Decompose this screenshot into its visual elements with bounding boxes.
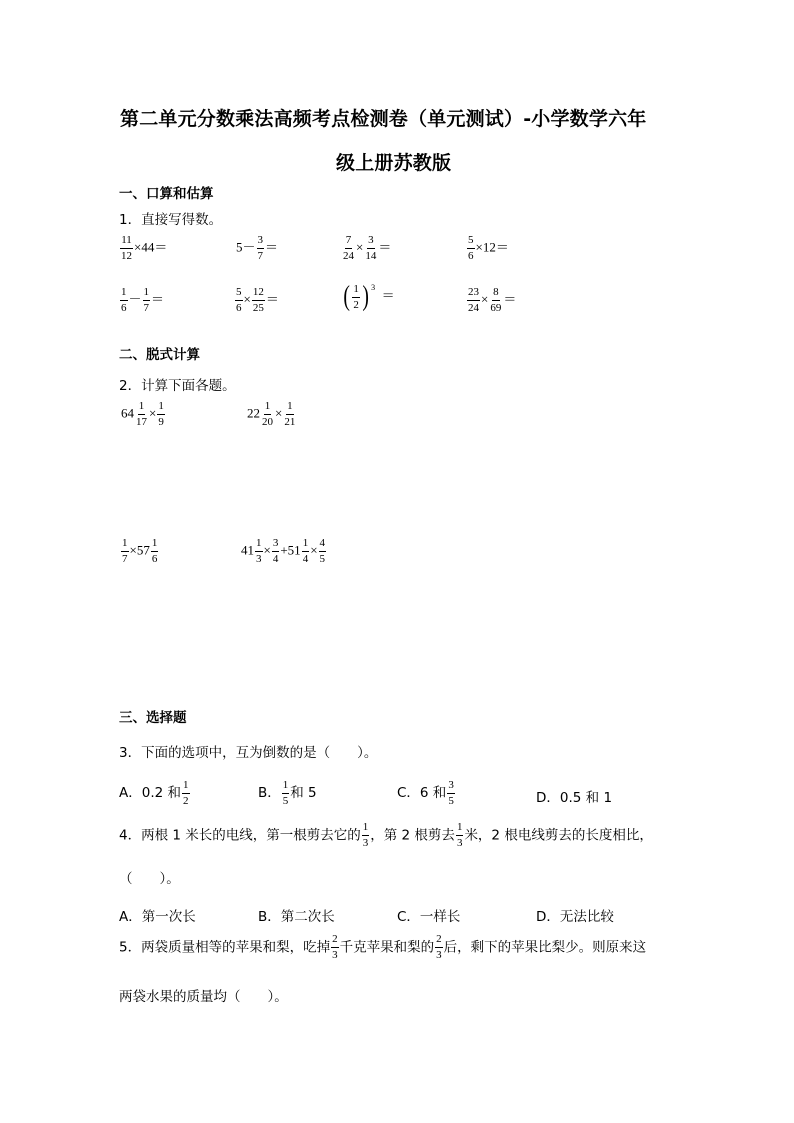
fraction: $\frac{5}{6}$ [468, 234, 474, 262]
q1-item-r1c4: $\frac{5}{6}$ ×12＝ [468, 234, 509, 262]
fraction: $\frac{3}{4}$ [272, 537, 279, 565]
q2-expression-4: 41 $\frac{1}{3}$ × $\frac{3}{4}$ +51 $\frac{1}{4}$ × $\frac{4}{5}$ [241, 537, 326, 565]
q1-item-r1c3: $\frac{7}{24}$ × $\frac{3}{14}$ ＝ [343, 234, 392, 262]
fraction: $\frac{5}{6}$ [236, 286, 242, 314]
fraction: $\frac{1}{3}$ [256, 537, 262, 565]
fraction: $\frac{2}{3}$ [436, 933, 442, 961]
fraction: $\frac{1}{17}$ [136, 400, 147, 428]
fraction: $\frac{4}{5}$ [319, 537, 326, 565]
fraction: $\frac{3}{14}$ [365, 234, 377, 262]
fraction: $\frac{1}{9}$ [158, 400, 164, 428]
section-heading-3: 三、选择题 [119, 710, 187, 726]
q3-option-b[interactable]: B． $\frac{1}{5}$ 和 5 [258, 779, 317, 807]
q4-option-a[interactable]: A．第一次长 [119, 909, 196, 925]
fraction: $\frac{2}{3}$ [332, 933, 338, 961]
fraction: $\frac{23}{24}$ [468, 286, 479, 314]
fraction: $\frac{1}{4}$ [302, 537, 309, 565]
q4-option-b[interactable]: B．第二次长 [258, 909, 335, 925]
fraction: $\frac{11}{12}$ [121, 234, 132, 262]
question-5-line-2: 两袋水果的质量均（ ）。 [119, 989, 288, 1005]
q1-item-r2c1: $\frac{1}{6}$ － $\frac{1}{7}$ ＝ [121, 286, 165, 314]
q1-item-r2c3: ( $\frac{1}{2}$ ) $^3$ ＝ [343, 281, 395, 312]
fraction: $\frac{1}{6}$ [121, 286, 127, 314]
question-4-blank: （ ）。 [119, 871, 180, 887]
fraction: $\frac{1}{6}$ [151, 537, 158, 565]
q2-expression-3: $\frac{1}{7}$ ×57 $\frac{1}{6}$ [122, 537, 158, 565]
page-title-line-1: 第二单元分数乘法高频考点检测卷（单元测试）-小学数学六年 [120, 108, 647, 130]
q1-item-r2c4: $\frac{23}{24}$ × $\frac{8}{69}$ ＝ [468, 286, 517, 314]
q4-option-c[interactable]: C．一样长 [397, 909, 461, 925]
q1-item-r2c2: $\frac{5}{6}$ × $\frac{12}{25}$ ＝ [236, 286, 279, 314]
q3-option-a[interactable]: A．0.2 和 $\frac{1}{2}$ [119, 779, 189, 807]
q1-item-r1c2: 5－ $\frac{3}{7}$ ＝ [236, 234, 279, 262]
fraction: $\frac{7}{24}$ [343, 234, 354, 262]
fraction: $\frac{3}{5}$ [448, 779, 454, 807]
q2-expression-2: 22 $\frac{1}{20}$ × $\frac{1}{21}$ [247, 400, 296, 428]
fraction: $\frac{1}{21}$ [284, 400, 296, 428]
fraction: $\frac{3}{7}$ [257, 234, 264, 262]
question-2-prompt: 2．计算下面各题。 [119, 378, 236, 394]
q2-expression-1: 64 $\frac{1}{17}$ × $\frac{1}{9}$ [121, 400, 164, 428]
q4-option-d[interactable]: D．无法比较 [536, 909, 614, 925]
question-4-prompt: 4．两根 1 米长的电线，第一根剪去它的 $\frac{1}{3}$ ，第 2 根剪去 $\frac{1}{3}$ 米，2 根电线剪去的长度相比， [119, 821, 653, 849]
question-1-prompt: 1．直接写得数。 [119, 212, 223, 228]
fraction: $\frac{1}{2}$ [183, 779, 189, 807]
fraction: $\frac{1}{5}$ [282, 779, 289, 807]
exponent: 3 [371, 283, 376, 292]
question-5-prompt: 5．两袋质量相等的苹果和梨，吃掉 $\frac{2}{3}$ 千克苹果和梨的 $\frac{2}{3}$ 后，剩下的苹果比梨少。则原来这 [119, 933, 647, 961]
fraction: $\frac{1}{2}$ [353, 282, 359, 311]
section-heading-1: 一、口算和估算 [119, 186, 214, 202]
fraction: $\frac{1}{7}$ [122, 537, 128, 565]
fraction: $\frac{8}{69}$ [490, 286, 502, 314]
q3-option-c[interactable]: C．6 和 $\frac{3}{5}$ [397, 779, 454, 807]
q1-item-r1c1: $\frac{11}{12}$ ×44＝ [121, 234, 168, 262]
page-title-line-2: 级上册苏教版 [336, 152, 452, 174]
question-3-prompt: 3．下面的选项中，互为倒数的是（ ）。 [119, 745, 378, 761]
section-heading-2: 二、脱式计算 [119, 347, 200, 363]
fraction: $\frac{1}{3}$ [456, 821, 463, 849]
q3-option-d[interactable]: D．0.5 和 1 [536, 790, 613, 806]
fraction: $\frac{1}{7}$ [143, 286, 150, 314]
fraction: $\frac{1}{3}$ [362, 821, 369, 849]
fraction: $\frac{1}{20}$ [262, 400, 273, 428]
fraction: $\frac{12}{25}$ [252, 286, 264, 314]
